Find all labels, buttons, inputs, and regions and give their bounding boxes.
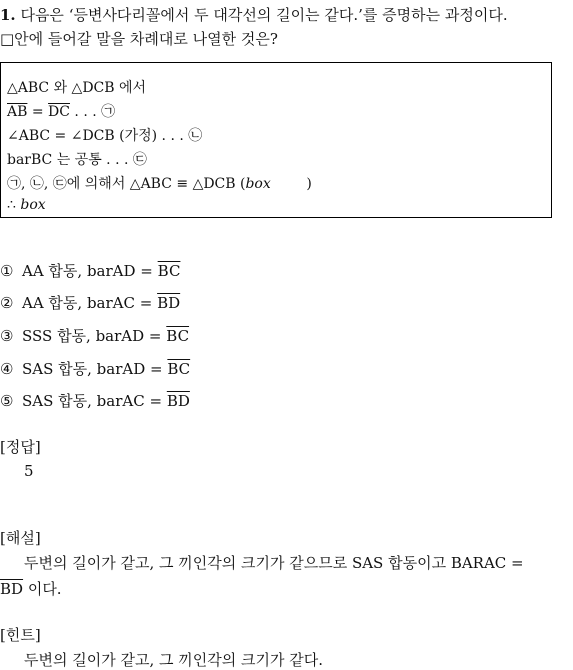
choice-segment: $\overline{BD}$ — [157, 294, 181, 312]
answer-value: 5 — [24, 462, 34, 480]
answer-label: [정답] — [0, 438, 41, 456]
choice-text: SSS 합동, barAD = — [22, 327, 167, 345]
question-line-1 — [0, 4, 508, 25]
choice-text: SAS 합동, barAD = — [22, 360, 168, 378]
question-line-2: □안에 들어갈 말을 차례대로 나열한 것은? — [0, 30, 278, 48]
explanation-tail: 이다. — [23, 580, 62, 598]
choice-segment: $\overline{BD}$ — [166, 392, 190, 410]
explanation-label: [해설] — [0, 529, 41, 547]
therefore-symbol: ∴ — [7, 197, 21, 213]
choice-text: SAS 합동, barAC = — [22, 392, 167, 410]
explanation-line-2 — [0, 578, 62, 599]
proof-line-6 — [7, 197, 46, 213]
explanation-segment: $\overline{BD}$ — [0, 580, 24, 598]
choice-mark: ⑤ — [0, 392, 14, 410]
choice-mark: ④ — [0, 360, 14, 378]
blank-box-1: box — [245, 176, 271, 192]
hint-label: [힌트] — [0, 626, 41, 644]
proof-eq: = — [27, 104, 49, 120]
proof-box — [0, 62, 552, 218]
explanation-line-1: 두변의 길이가 같고, 그 끼인각의 크기가 같으므로 SAS 합동이고 BARAC = — [24, 554, 524, 572]
choice-mark: ② — [0, 294, 14, 312]
proof-line-5-post: ) — [270, 176, 312, 192]
choice-text: AA 합동, barAC = — [22, 294, 158, 312]
choice-3[interactable] — [0, 325, 189, 346]
choice-5[interactable] — [0, 390, 190, 411]
proof-line-5 — [7, 173, 312, 193]
proof-line-3: ∠ABC = ∠DCB (가정) . . . ㉡ — [7, 128, 203, 144]
choice-segment: $\overline{BC}$ — [157, 262, 181, 280]
choice-4[interactable] — [0, 358, 190, 379]
choice-segment: $\overline{BC}$ — [167, 360, 191, 378]
blank-box-2: box — [20, 197, 46, 213]
hint-line-1: 두변의 길이가 같고, 그 끼인각의 크기가 같다. — [24, 651, 323, 669]
proof-line-2 — [7, 101, 115, 121]
choice-segment: $\overline{BC}$ — [166, 327, 190, 345]
proof-mark-1: . . . ㉠ — [69, 104, 116, 120]
proof-line-4: barBC 는 공통 . . . ㉢ — [7, 152, 147, 168]
question-text-1: 다음은 ‘등변사다리꼴에서 두 대각선의 길이는 같다.’를 증명하는 과정이다. — [20, 6, 508, 24]
choice-text: AA 합동, barAD = — [22, 262, 158, 280]
proof-line-5-pre: ㉠, ㉡, ㉢에 의해서 △ABC ≡ △DCB ( — [7, 176, 246, 192]
segment-dc: $\overline{DC}$ — [48, 104, 70, 120]
segment-ab: $\overline{AB}$ — [7, 104, 28, 120]
choice-mark: ① — [0, 262, 14, 280]
question-number: 1. — [0, 6, 16, 24]
proof-line-1: △ABC 와 △DCB 에서 — [7, 80, 147, 96]
choice-1[interactable] — [0, 260, 180, 281]
choice-mark: ③ — [0, 327, 14, 345]
choice-2[interactable] — [0, 292, 180, 313]
